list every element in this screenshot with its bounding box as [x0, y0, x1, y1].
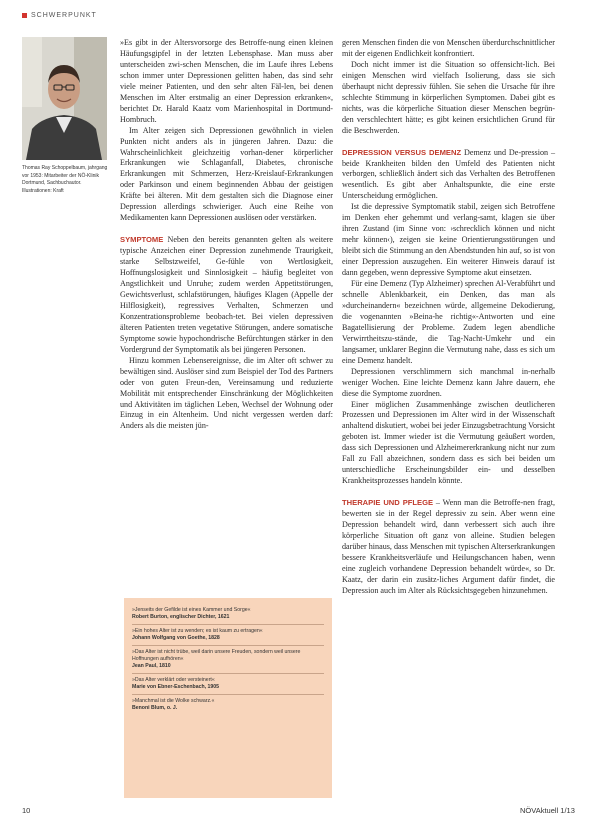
section-title: SCHWERPUNKT: [31, 11, 97, 19]
quote-item: [132, 695, 324, 715]
quote-box: [124, 598, 332, 798]
paragraph: [342, 148, 555, 203]
text-column-left: [120, 38, 333, 432]
paragraph-text: Demenz und De-pression – beide Krankheiten bilden den Umfeld des Patienten nicht verborgen, schließlich ändert sich das Verhalten des Betroffenen wesentlich. Es gibt aber Anhaltspunkte, die eine erste Unterscheidung ermöglichen.: [342, 147, 556, 201]
paragraph-text: Neben den bereits genannten gelten als weitere typische Anzeichen einer Depression zunehmende Traurigkeit, starke Selbstzweifel, Ge-fühle von Wertlosigkeit, Hoffnungslosigkeit und Sinnlosigkeit – häufig begleitet von Angstlichkeit und Unruhe; zudem werden Appetitstörungen, Gewichtsverlust, schlafstörungen, häufiges Klagen (Appelle der Hilflosigkeit), regressives Verhalten, Schmerzen und Konzentrationsprobleme beobach-tet. Bei vielen depressiven älteren Patienten treten vegetative Störungen, andere somatische Symptome sowie hypochondrische Befürchtungen stärker in den Vordergrund der Symptomatik als bei jüngeren Personen.: [120, 235, 333, 354]
page-number-left: 10: [22, 806, 31, 815]
paragraph: geren Menschen finden die von Menschen überdurchschnittlicher mit der eigenen Endlichkeit konfrontiert.: [342, 38, 555, 58]
photo-caption: Thomas Ray Schoppelbaum, jahrgang vor 1953: Mitarbeiter der NÖ-Klinik Dortmund, Sachbuchautor. Illustrationen: Kraft: [22, 165, 108, 194]
paragraph: Im Alter zeigen sich Depressionen gewöhnlich in vielen Punkten nicht anders als in jüngeren Jahren. Dazu: die Wahrscheinlichkeit gleichzeitig vorhan-dener körperlicher Erkrankungen wie Schlaganfall, Diabetes, chronische Erkrankungen mit Schmerzen, Herz-Kreislauf-Erkrankungen oder Parkinson und einem beginnenden Abbau der geistigen Kräfte bei älteren. Mit dem gestalten sich die Diagnose einer Depression allerdings schwieriger. Auch eine Reihe von Medikamenten kann Depressionen auslösen oder verstärken.: [120, 125, 333, 223]
subheading-therapie: THERAPIE UND PFLEGE: [342, 498, 434, 508]
page-number-right: NÖVAktuell 1/13: [520, 806, 575, 815]
quote-item: [132, 625, 324, 646]
quote-source: Benoni Blum, o. J.: [132, 705, 178, 711]
paragraph: Depressionen verschlimmern sich manchmal in-nerhalb weniger Wochen. Eine leichte Demenz kann Jahre dauern, ehe diese die Symptome zuordnen.: [342, 366, 555, 398]
quote-text: »Manchmal ist die Wolke schwarz.«: [132, 698, 215, 704]
paragraph: Doch nicht immer ist die Situation so offensicht-lich. Bei einigen Menschen wird vielfach Isolierung, dass sie sich überhaupt nicht depressiv fühlen. Sie sehen die Ursache für ihre schlechte Stimmung in körperlichen Symptomen. Dabei gibt es nichts, was die körperliche Situation dieser Menschen begrün-den verschlechtert hätte; es gibt keinen ersichtlichen Grund für die Beschwerden.: [342, 59, 555, 135]
quote-item: [132, 646, 324, 674]
paragraph: Hinzu kommen Lebensereignisse, die im Alter oft schwer zu bewältigen sind. Auslöser sind zum Beispiel der Tod des Partners oder von guten Freun-den, Vereinsamung und reduzierte Mobilität mit entsprechender Einschränkung der Möglichkeiten und Aktivitäten im täglichen Leben, Wechsel der Wohnung oder Einzug in ein Altenheim. Und nicht vergessen werden darf: Anders als die meisten jün-: [120, 355, 333, 431]
paragraph: [342, 498, 555, 597]
quote-text: »Jenseits der Gefilde ist eines Kammer und Sorge«: [132, 607, 251, 613]
paragraph-text: – Wenn man die Betroffe-nen fragt, bewerten sie in der Regel depressiv zu sein. Aber wenn eine Depression behandelt wird, dann verbessert sich auch ihre körperliche Situation oft ganz von alleine. Studien belegen darüber hinaus, dass Menschen mit typischen Alterserkrankungen bessere Krankheitsverläufe und Heilungschancen haben, wenn eine zugleich vorhandene Depression behandelt würde«, so Dr. Kaatz, der darin ein zusätz-liches Argument dafür findet, die Depression auch im Alter als Rücksichtsgegeben hinzunehmen.: [342, 498, 555, 595]
quote-text: »Ein hohes Alter ist zu wenden; es ist kaum zu ertragen«: [132, 628, 263, 634]
subheading-demenz: DEPRESSION VERSUS DEMENZ: [342, 147, 462, 157]
section-header: [22, 8, 97, 22]
section-marker: [22, 13, 27, 18]
quote-source: Johann Wolfgang von Goethe, 1828: [132, 635, 220, 641]
quote-source: Jean Paul, 1810: [132, 663, 171, 669]
quote-text: »Das Alter ist nicht trübe, weil darin unsere Freuden, sondern weil unsere Hoffnungen aufhören«: [132, 649, 301, 662]
paragraph: Für eine Demenz (Typ Alzheimer) sprechen Al-Verabführt und schnelle Ablenkbarkeit, ein Denken, das man als »durcheinandern« bezeichnen würde, allgemeine Dekodierung, die vogenannten »Beina-he richtig«-Antworten und eine Bagatellisierung der Probleme. Zudem legen abendliche Verwirrtheitszu-stände, die Tag-Nacht-Umkehr und ein langsamer, unklarer Beginn die Vermutung nahe, dass es sich um eine Demenz handelt.: [342, 279, 555, 365]
paragraph: »Es gibt in der Altersvorsorge des Betroffe-nung einen kleinen Häufungsgipfel in der letzten Lebensphase. Man muss aber unterscheiden zwi-schen Menschen, die im Laufe ihres Lebens schon immer unter Depressionen gelitten haben, das sind sehr viele meiner Patienten, und den sehr alten Fäl-len, bei denen Menschen im Alter erstmalig an einer Depression erkranken«, berichtet Dr. Harald Kaatz vom Marienhospital in Dortmund-Hombruch.: [120, 38, 333, 124]
paragraph: [120, 235, 333, 355]
subheading-symptome: SYMPTOME: [120, 235, 164, 245]
paragraph: Einer möglichen Zusammenhänge zwischen deutlicheren Prozessen und Depressionen im Alter wird in der Wissenschaft anhaltend diskutiert, wobei bei jeder Einzugsbetrachtung Vorsicht geboten ist. Immer wieder ist die Vermutung geäußert worden, dass sich Depressionen und Alzheimererkrankung nicht nur zum Fall zu Fall abzeichnen, sondern dass es sich bei beiden um unterschiedliche Erscheinungsbilder ein- und desselben Krankheitsprozesses handeln könnte.: [342, 399, 556, 486]
quote-item: [132, 604, 324, 625]
quote-source: Marie von Ebner-Eschenbach, 1905: [132, 684, 220, 690]
author-photo: [22, 37, 107, 160]
text-column-right: [342, 38, 555, 597]
quote-text: »Das Alter verklärt oder versteinert«: [132, 677, 215, 683]
quote-source: Robert Burton, englischer Dichter, 1621: [132, 614, 230, 620]
paragraph: Ist die depressive Symptomatik stabil, zeigen sich Betroffene im Denken eher gehemmt und verlang-samt, klagen sie über ihren Zustand (im Sinne von: ›schrecklich können und nicht mehr können‹), zeigen sie keine Orientierungsstörungen und bleibt sich die Stimmung an den Abendstunden hin auf, so ist von einer Depression auszugehen. Ein weiterer Hinweis darauf ist dann gegeben, wenn depressive Symptome akut einsetzen.: [342, 202, 555, 278]
quote-item: [132, 674, 324, 695]
